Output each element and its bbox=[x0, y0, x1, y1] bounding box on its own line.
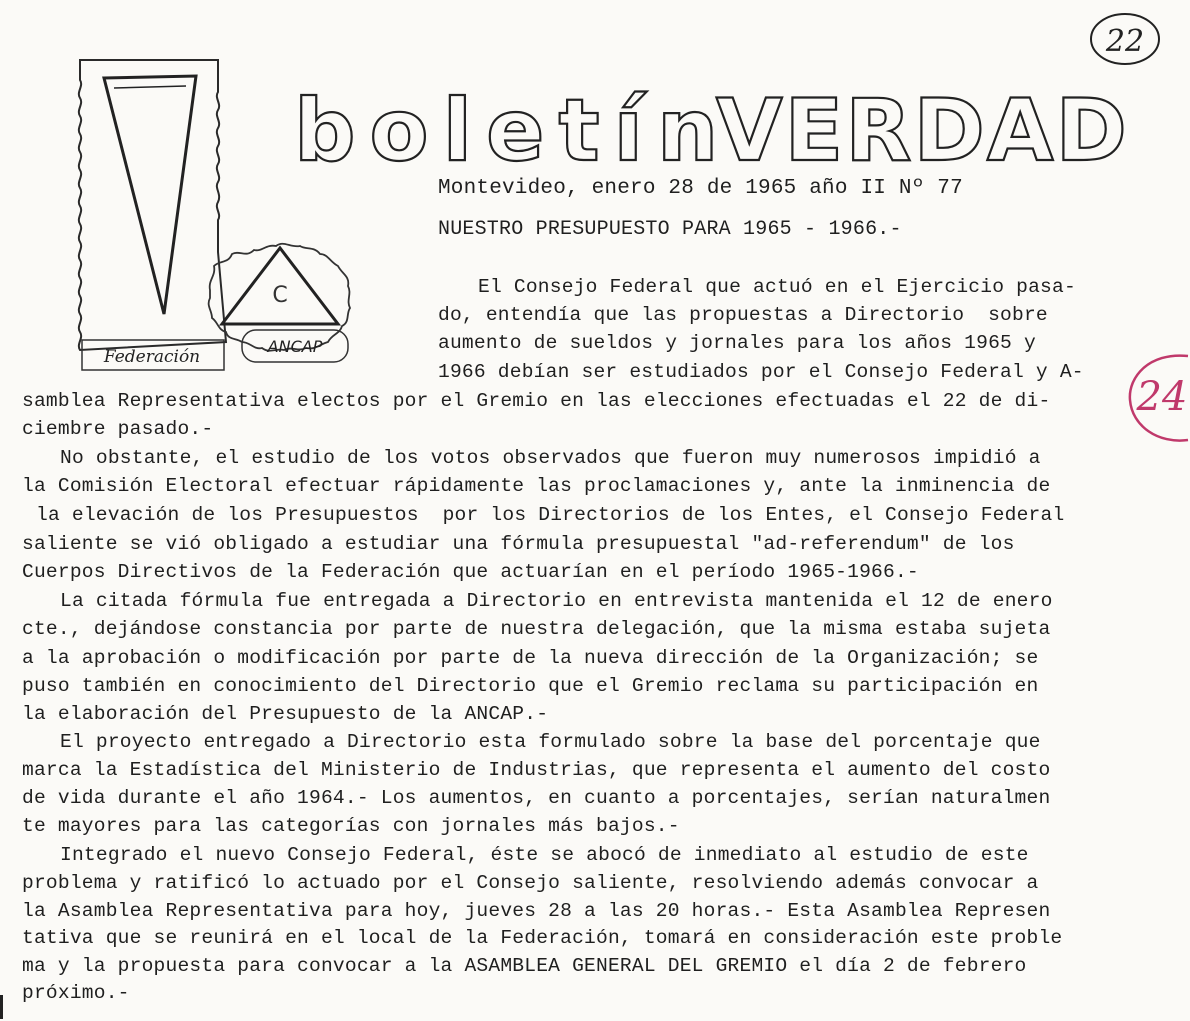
masthead-word-verdad: VERDAD bbox=[716, 81, 1129, 181]
body-line: El proyecto entregado a Directorio esta formulado sobre la base del porcentaje que bbox=[60, 731, 1041, 753]
page-number-side-circle bbox=[1118, 348, 1190, 448]
dateline: Montevideo, enero 28 de 1965 año II Nº 77 bbox=[438, 177, 963, 200]
headline: NUESTRO PRESUPUESTO PARA 1965 - 1966.- bbox=[438, 218, 902, 241]
body-line: marca la Estadística del Ministerio de Industrias, que representa el aumento del costo bbox=[22, 759, 1051, 781]
masthead-title bbox=[290, 72, 1129, 182]
logo-inner-letter: C bbox=[272, 283, 288, 308]
body-line: do, entendía que las propuestas a Directorio sobre bbox=[438, 304, 1048, 326]
margin-mark bbox=[0, 995, 3, 1019]
body-line: saliente se vió obligado a estudiar una fórmula presupuestal "ad-referendum" de los bbox=[22, 533, 1015, 555]
body-line: La citada fórmula fue entregada a Directorio en entrevista mantenida el 12 de enero bbox=[60, 590, 1053, 612]
body-line: samblea Representativa electos por el Gremio en las elecciones efectuadas el 22 de di- bbox=[22, 390, 1051, 412]
body-line: te mayores para las categorías con jornales más bajos.- bbox=[22, 815, 680, 837]
body-line: 1966 debían ser estudiados por el Consejo Federal y A- bbox=[438, 361, 1084, 383]
page-number-circle bbox=[1088, 10, 1162, 68]
masthead-word-boletin: boletín bbox=[294, 81, 733, 181]
body-line: cte., dejándose constancia por parte de nuestra delegación, que la misma estaba sujeta bbox=[22, 618, 1051, 640]
body-line: ma y la propuesta para convocar a la ASAMBLEA GENERAL DEL GREMIO el día 2 de febrero bbox=[22, 955, 1027, 977]
body-line: ciembre pasado.- bbox=[22, 418, 214, 440]
body-line: problema y ratificó lo actuado por el Consejo saliente, resolviendo además convocar a bbox=[22, 872, 1039, 894]
body-line: Cuerpos Directivos de la Federación que actuarían en el período 1965-1966.- bbox=[22, 561, 919, 583]
body-line: a la aprobación o modificación por parte de la nueva dirección de la Organización; se bbox=[22, 647, 1039, 669]
logo-ancap-label: ANCAP bbox=[267, 337, 323, 356]
page-number-side: 24 bbox=[1136, 374, 1188, 420]
body-line: puso también en conocimiento del Directorio que el Gremio reclama su participación en bbox=[22, 675, 1039, 697]
body-line: No obstante, el estudio de los votos observados que fueron muy numerosos impidió a bbox=[60, 447, 1041, 469]
body-line: aumento de sueldos y jornales para los años 1965 y bbox=[438, 332, 1036, 354]
body-line: próximo.- bbox=[22, 982, 130, 1004]
page-number-top: 22 bbox=[1105, 24, 1145, 59]
body-line: El Consejo Federal que actuó en el Ejercicio pasa- bbox=[478, 276, 1076, 298]
body-line: la Comisión Electoral efectuar rápidamente las proclamaciones y, ante la inminencia de bbox=[22, 475, 1051, 497]
body-line: de vida durante el año 1964.- Los aumentos, en cuanto a porcentajes, serían naturalmen bbox=[22, 787, 1051, 809]
logo-federacion-label: Federación bbox=[103, 347, 201, 367]
body-line: tativa que se reunirá en el local de la Federación, tomará en consideración este proble bbox=[22, 927, 1063, 949]
body-line: la elaboración del Presupuesto de la ANCAP.- bbox=[22, 703, 549, 725]
body-line: la Asamblea Representativa para hoy, jueves 28 a las 20 horas.- Esta Asamblea Represen bbox=[22, 900, 1051, 922]
body-line: Integrado el nuevo Consejo Federal, éste se abocó de inmediato al estudio de este bbox=[60, 844, 1029, 866]
body-line: la elevación de los Presupuestos por los Directorios de los Entes, el Consejo Federal bbox=[36, 504, 1065, 526]
